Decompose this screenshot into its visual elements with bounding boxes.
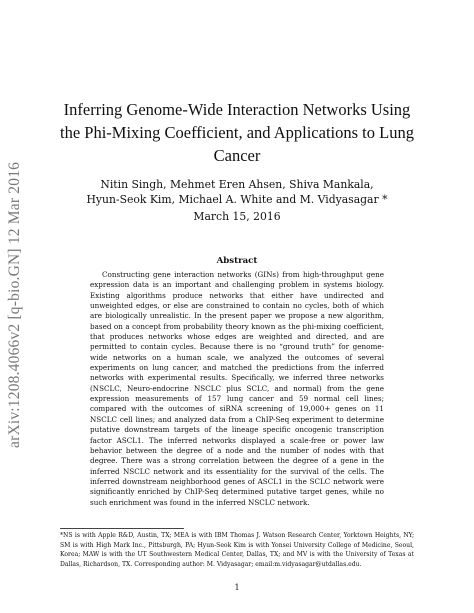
abstract-heading: Abstract [216,256,258,266]
abstract-text: Constructing gene interaction networks (GINs) from high-throughput gene expression data is an important and challenging problem in systems biology. Existing algorithms produce networks that either have undirected and unweighted edges, or else are constrained to contain no cycles, both of which are biologically unrealistic. In the present paper we propose a new algorithm, based on a concept from probability theory known as the phi-mixing coefficient, that produces networks whose edges are weighted and directed, and are permitted to contain cycles. Because there is no “ground truth” for genome-wide networks on a human scale, we analyzed the outcomes of several experiments on lung cancer, and matched the predictions from the inferred networks with experimental results. Specifically, we inferred three networks (NSCLC, Neuro-endocrine NSCLC plus SCLC, and normal) from the gene expression measurements of 157 lung cancer and 59 normal cell lines; compared with the outcomes of siRNA screening of 19,000+ genes on 11 NSCLC cell lines; and analyzed data from a ChIP-Seq experiment to determine putative downstream targets of the lineage specific oncogenic transcription factor ASCL1. The inferred networks displayed a scale-free or power law behavior between the degree of a node and the number of nodes with that degree. There was a strong correlation between the degree of a gene in the inferred NSCLC network and its essentiality for the survival of the cells. The inferred downstream neighborhood genes of ASCL1 in the SCLC network were significantly enriched by ChIP-Seq determined putative target genes, while no such enrichment was found in the inferred NSCLC network. [90,270,384,507]
arxiv-identifier-stamp: arXiv:1208.4066v2 [q-bio.GN] 12 Mar 2016 [6,161,23,448]
author-line-2: Hyun-Seok Kim, Michael A. White and M. Vidyasagar * [86,193,388,206]
footnote-divider [60,528,184,529]
paper-title: Inferring Genome-Wide Interaction Networks Using the Phi-Mixing Coefficient, and Applications to Lung Cancer [60,100,414,165]
affiliations-footnote: *NS is with Apple R&D, Austin, TX; MEA is with IBM Thomas J. Watson Research Center, Yorktown Heights, NY; SM is with High Mark Inc., Pittsburgh, PA; Hyun-Seok Kim is with Yonsei University College of Medicine, Seoul, Korea; MAW is with the UT Southwestern Medical Center, Dallas, TX; and MV is with the University of Texas at Dallas, Richardson, TX. Corresponding author: M. Vidyasagar; email:m.vidyasagar@utdallas.edu. [60,532,414,568]
page-number: 1 [234,583,240,592]
publication-date: March 15, 2016 [193,210,281,223]
author-line-1: Nitin Singh, Mehmet Eren Ahsen, Shiva Mankala, [100,178,374,191]
author-list [60,177,414,207]
